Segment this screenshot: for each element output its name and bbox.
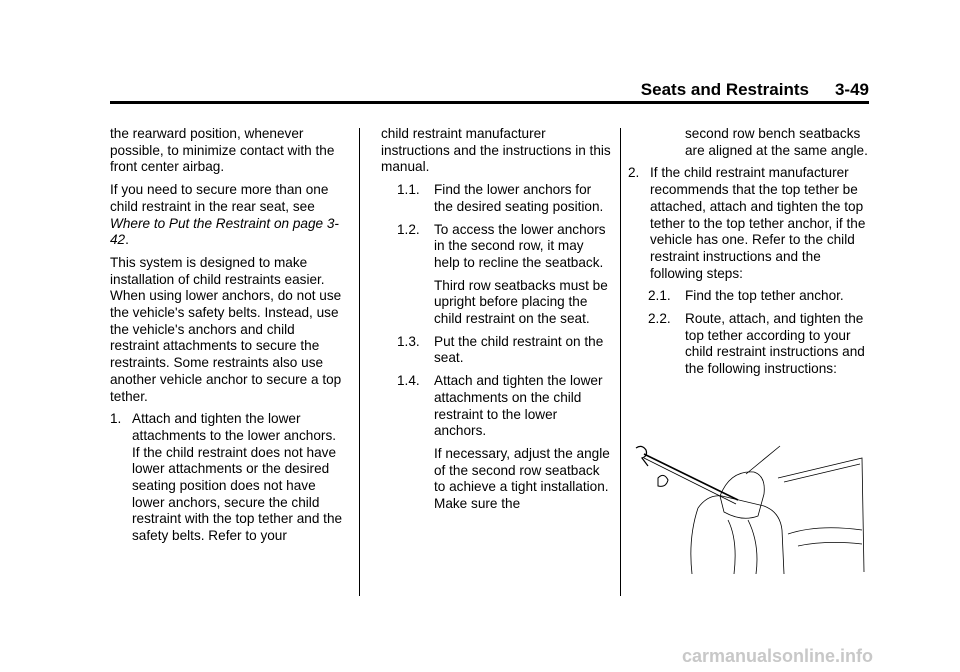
paragraph: [110, 182, 346, 249]
step-2-1: [648, 288, 873, 305]
column-divider: [359, 128, 360, 596]
paragraph: This system is designed to make installation of child restraints easier. When using lower anchors, do not use the vehicle's safety belts. Instead, use the vehicle's anchors and child restraint attachments to secure the restraints. Some restraints also use another vehicle anchor to secure a top tether.: [110, 254, 342, 404]
column-1: [110, 126, 346, 551]
step-1-3: [397, 334, 613, 367]
step-1-4: [397, 373, 613, 440]
step-number: 2.1.: [648, 288, 671, 304]
seat-cushion: [788, 528, 862, 534]
step-number: 1.2.: [397, 221, 420, 237]
page-number: 3-49: [834, 80, 869, 99]
cross-reference-link[interactable]: Where to Put the Restraint on page 3-42: [110, 215, 339, 248]
header-rule: [110, 101, 869, 104]
seatback-left: [691, 508, 698, 574]
tether-strap: [644, 454, 738, 500]
paragraph-text: .: [125, 232, 129, 248]
paragraph: child restraint manufacturer instructions and the instructions in this manual.: [381, 126, 611, 175]
seatback-seam: [728, 520, 735, 574]
step-text: Find the top tether anchor.: [685, 288, 844, 304]
step-text: Find the lower anchors for the desired seating position.: [434, 182, 604, 214]
rear-panel: [778, 458, 864, 572]
watermark: carmanualsonline.info: [682, 646, 874, 666]
step-number: 2.: [628, 165, 640, 181]
step-text: Route, attach, and tighten the top tether according to your child restraint instructions and the following instructions:: [685, 311, 865, 377]
step-number: 2.2.: [648, 311, 671, 327]
step-1: [110, 411, 346, 545]
step-text: Attach and tighten the lower attachments on the child restraint to the lower anchors.: [434, 373, 603, 439]
step-number: 1.3.: [397, 333, 420, 349]
step-number: 1.4.: [397, 373, 420, 389]
paragraph-text: If you need to secure more than one child restraint in the rear seat, see: [110, 182, 329, 214]
tether-hook: [636, 446, 648, 466]
step-text: Put the child restraint on the seat.: [434, 333, 604, 366]
step-number: 1.1.: [397, 182, 420, 198]
anchor-line: [746, 446, 780, 474]
step-1-2: [397, 222, 613, 272]
step-note: Third row seatbacks must be upright before placing the child restraint on the seat.: [434, 277, 608, 327]
seatback: [698, 496, 784, 574]
seatback-seam: [748, 520, 757, 574]
paragraph: the rearward position, whenever possible, to minimize contact with the front center airbag.: [110, 126, 335, 175]
column-2: [381, 126, 613, 519]
tether-clip: [658, 475, 668, 486]
column-3: [628, 126, 873, 384]
step-text: To access the lower anchors in the second row, it may help to recline the seatback.: [434, 221, 606, 270]
section-title: Seats and Restraints: [640, 80, 809, 99]
rear-panel-line: [784, 464, 860, 482]
seat-cushion: [798, 542, 862, 546]
step-2: [628, 165, 873, 282]
step-note: If necessary, adjust the angle of the second row seatback to achieve a tight installation. Make sure the: [434, 445, 610, 512]
continued-text: second row bench seatbacks are aligned at the same angle.: [685, 126, 868, 158]
top-tether-illustration: [628, 438, 868, 574]
step-2-2: [648, 311, 873, 378]
column-divider: [620, 128, 621, 596]
step-text: If the child restraint manufacturer recommends that the top tether be attached, attach and tighten the top tether to the top tether anchor, if the vehicle has one. Refer to the child restraint instructions and the following steps:: [650, 165, 866, 281]
step-number: 1.: [110, 411, 122, 427]
step-text: Attach and tighten the lower attachments to the lower anchors. If the child restraint does not have lower attachments or the desired seating position does not have lower anchors, secure the child restraint with the top tether and the safety belts. Refer to your: [132, 411, 343, 544]
step-1-1: [397, 182, 613, 215]
